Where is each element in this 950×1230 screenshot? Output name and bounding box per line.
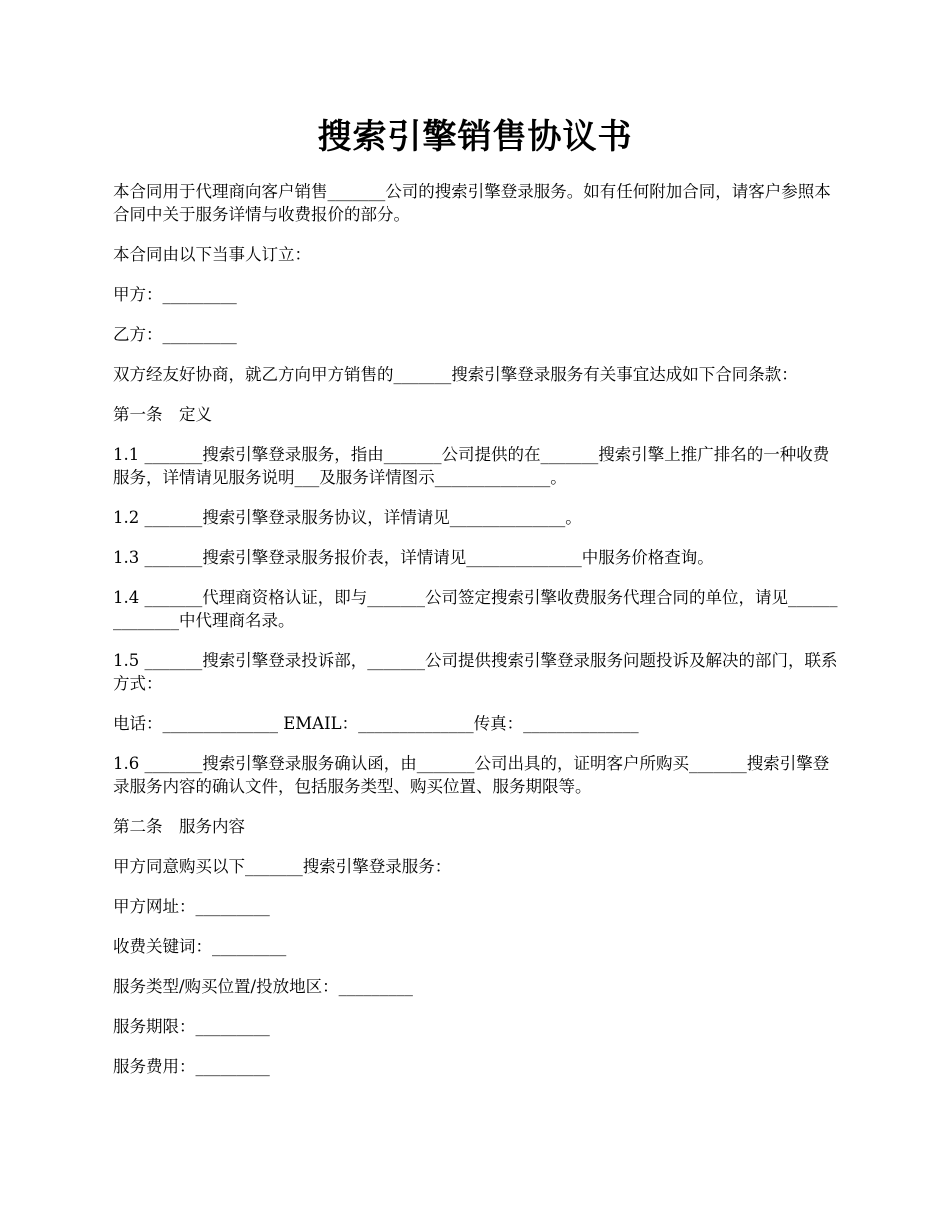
website-field: 甲方网址：_________ [113,897,270,916]
contact-line: 电话：______________ EMAIL：______________传真：______________ [113,714,639,733]
service-fee-field: 服务费用：_________ [113,1057,270,1076]
clause-1-2: 1.2 _______搜索引擎登录服务协议，详情请见______________。 [113,508,582,527]
document-title: 搜索引擎销售协议书 [317,117,633,157]
clause-1-4: 1.4 _______代理商资格认证，即与_______公司签定搜索引擎收费服务代理合同的单位，请见______________中代理商名录。 [113,588,838,630]
party-a-line: 甲方：_________ [113,285,237,304]
intro-paragraph: 本合同用于代理商向客户销售_______公司的搜索引擎登录服务。如有任何附加合同，请客户参照本合同中关于服务详情与收费报价的部分。 [113,182,831,224]
clause-1-1: 1.1 _______搜索引擎登录服务，指由_______公司提供的在_______搜索引擎上推广排名的一种收费服务，详情请见服务说明___及服务详情图示______________。 [113,445,830,487]
keyword-field: 收费关键词：_________ [113,937,287,956]
parties-heading: 本合同由以下当事人订立： [113,245,311,264]
document-body [113,180,841,1095]
article-2-heading: 第二条 服务内容 [113,817,245,836]
service-type-field: 服务类型/购买位置/投放地区：_________ [113,977,413,996]
article-1-heading: 第一条 定义 [113,405,212,424]
purchase-statement: 甲方同意购买以下_______搜索引擎登录服务： [113,857,452,876]
agreement-paragraph: 双方经友好协商，就乙方向甲方销售的_______搜索引擎登录服务有关事宜达成如下合同条款： [113,365,798,384]
clause-1-5: 1.5 _______搜索引擎登录投诉部，_______公司提供搜索引擎登录服务问题投诉及解决的部门，联系方式： [113,651,838,693]
clause-1-3: 1.3 _______搜索引擎登录服务报价表，详情请见______________中服务价格查询。 [113,548,714,567]
clause-1-6: 1.6 _______搜索引擎登录服务确认函，由_______公司出具的，证明客户所购买_______搜索引擎登录服务内容的确认文件，包括服务类型、购买位置、服务期限等。 [113,754,830,796]
service-term-field: 服务期限：_________ [113,1017,270,1036]
party-b-line: 乙方：_________ [113,325,237,344]
